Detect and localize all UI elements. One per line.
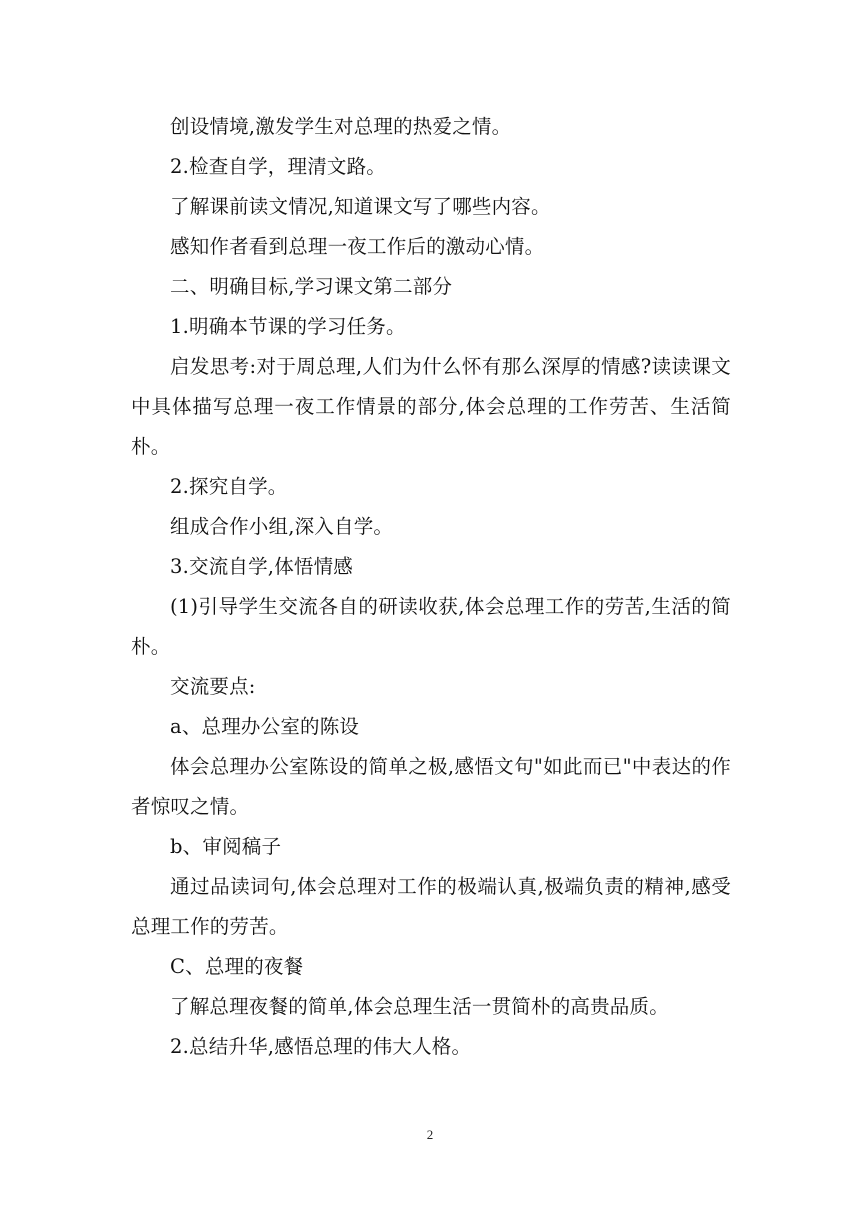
paragraph: 通过品读词句,体会总理对工作的极端认真,极端负责的精神,感受总理工作的劳苦。 — [131, 875, 731, 938]
paragraph: 3.交流自学,体悟情感 — [170, 555, 354, 578]
paragraph: 2.总结升华,感悟总理的伟大人格。 — [170, 1035, 472, 1058]
paragraph: 体会总理办公室陈设的简单之极,感悟文句"如此而已"中表达的作者惊叹之情。 — [131, 755, 731, 818]
paragraph: 感知作者看到总理一夜工作后的激动心情。 — [170, 235, 545, 258]
paragraph: 启发思考:对于周总理,人们为什么怀有那么深厚的情感?读读课文中具体描写总理一夜工作情景的部分,体会总理的工作劳苦、生活简朴。 — [131, 355, 731, 458]
paragraph: b、审阅稿子 — [170, 835, 282, 858]
paragraph: 了解总理夜餐的简单,体会总理生活一贯简朴的高贵品质。 — [170, 995, 669, 1018]
paragraph: 创设情境,激发学生对总理的热爱之情。 — [170, 115, 512, 138]
page-number: 2 — [426, 1127, 434, 1142]
document-body — [131, 107, 731, 1067]
paragraph: a、总理办公室的陈设 — [170, 715, 360, 738]
paragraph: 2.探究自学。 — [170, 475, 288, 498]
paragraph: C、总理的夜餐 — [170, 955, 304, 978]
section-heading: 二、明确目标,学习课文第二部分 — [170, 275, 453, 298]
paragraph: 2.检查自学，理清文路。 — [170, 155, 387, 178]
paragraph: 交流要点: — [170, 675, 256, 698]
paragraph: 组成合作小组,深入自学。 — [170, 515, 394, 538]
paragraph: (1)引导学生交流各自的研读收获,体会总理工作的劳苦,生活的简朴。 — [131, 595, 731, 658]
paragraph: 了解课前读文情况,知道课文写了哪些内容。 — [170, 195, 551, 218]
paragraph: 1.明确本节课的学习任务。 — [170, 315, 406, 338]
